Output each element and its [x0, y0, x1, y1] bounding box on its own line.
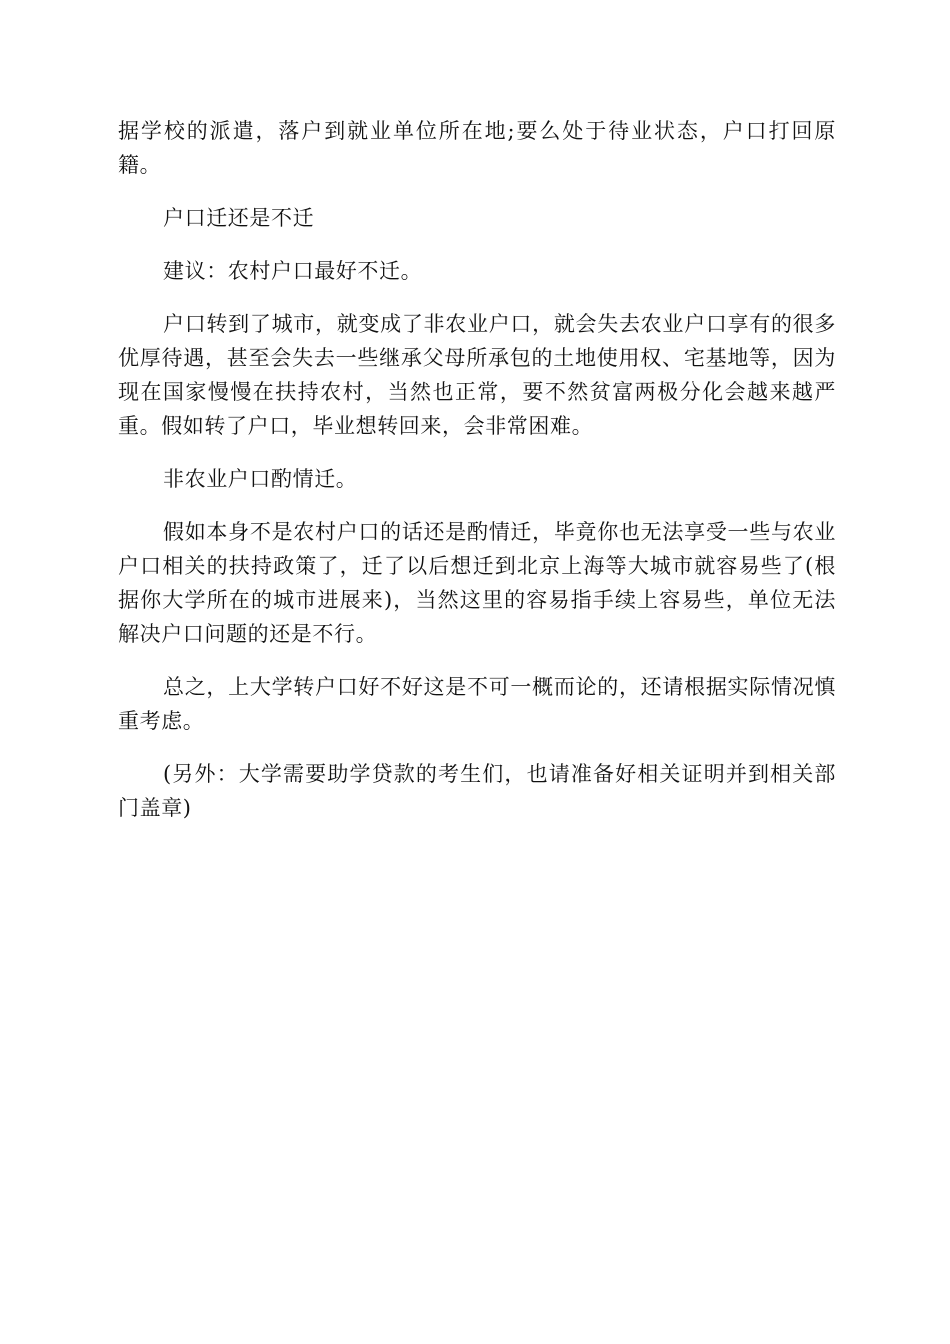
- heading-hukou-move-or-not: 户口迁还是不迁: [163, 206, 315, 230]
- paragraph-note: (另外：大学需要助学贷款的考生们，也请准备好相关证明并到相关部门盖章): [118, 762, 836, 820]
- paragraph-non-agricultural-heading: 非农业户口酌情迁。: [163, 467, 358, 491]
- paragraph-non-agricultural-detail: 假如本身不是农村户口的话还是酌情迁，毕竟你也无法享受一些与农业户口相关的扶持政策了，迁了以后想迁到北京上海等大城市就容易些了(根据你大学所在的城市进展来)，当然这里的容易指手续上容易些，单位无法解决户口问题的还是不行。: [118, 520, 836, 646]
- paragraph-continuation: 据学校的派遣，落户到就业单位所在地;要么处于待业状态，户口打回原籍。: [118, 119, 836, 177]
- document-body: [118, 114, 836, 844]
- paragraph-conclusion: 总之，上大学转户口好不好这是不可一概而论的，还请根据实际情况慎重考虑。: [118, 675, 836, 733]
- paragraph-suggestion: 建议：农村户口最好不迁。: [163, 259, 423, 283]
- paragraph-rural-hukou: 户口转到了城市，就变成了非农业户口，就会失去农业户口享有的很多优厚待遇，甚至会失去一些继承父母所承包的土地使用权、宅基地等，因为现在国家慢慢在扶持农村，当然也正常，要不然贫富两极分化会越来越严重。假如转了户口，毕业想转回来，会非常困难。: [118, 312, 836, 438]
